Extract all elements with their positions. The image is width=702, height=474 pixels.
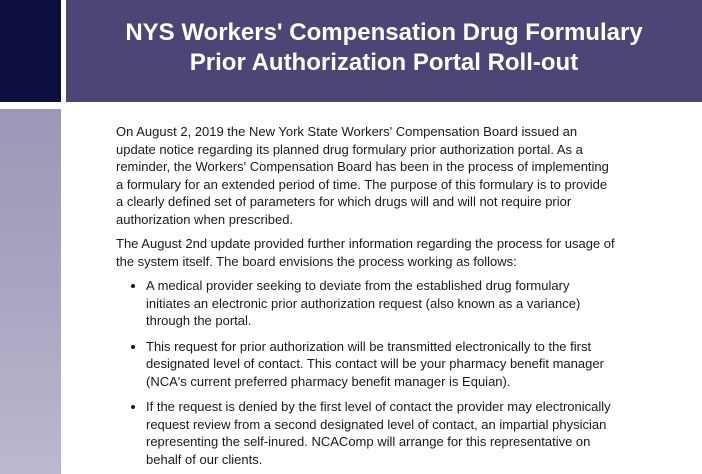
page-title xyxy=(84,18,684,78)
side-bar xyxy=(0,109,61,474)
title-line-1: NYS Workers' Compensation Drug Formulary xyxy=(125,19,643,46)
corner-block xyxy=(0,0,61,102)
intro-paragraph: On August 2, 2019 the New York State Workers' Compensation Board issued an update notice regarding its planned drug formulary prior authorization portal. As a reminder, the Workers' Compensation Board has been in the process of implementing a formulary for an extended period of time. The purpose of this formulary is to provide a clearly defined set of parameters for which drugs will and will not require prior authorization when prescribed. xyxy=(116,124,609,227)
list-item: • This request for prior authorization will be transmitted electronically to the first designated level of contact. This contact will be your pharmacy benefit manager (NCA's current preferred pharmacy benefit manager is Equian). xyxy=(146,338,616,391)
process-list xyxy=(116,277,616,468)
header-banner xyxy=(66,0,702,102)
list-item: • If the request is denied by the first level of contact the provider may electronically request review from a second designated level of contact, an impartial physician representing the self-inured. NCAComp will arrange for this representative on behalf of our clients. xyxy=(146,398,616,468)
update-paragraph: The August 2nd update provided further information regarding the process for usage of the system itself. The board envisions the process working as follows: xyxy=(116,236,615,269)
list-item: • A medical provider seeking to deviate from the established drug formulary initiates an electronic prior authorization request (also known as a variance) through the portal. xyxy=(146,277,616,330)
article-body xyxy=(116,123,616,474)
title-line-2: Prior Authorization Portal Roll-out xyxy=(189,49,579,76)
